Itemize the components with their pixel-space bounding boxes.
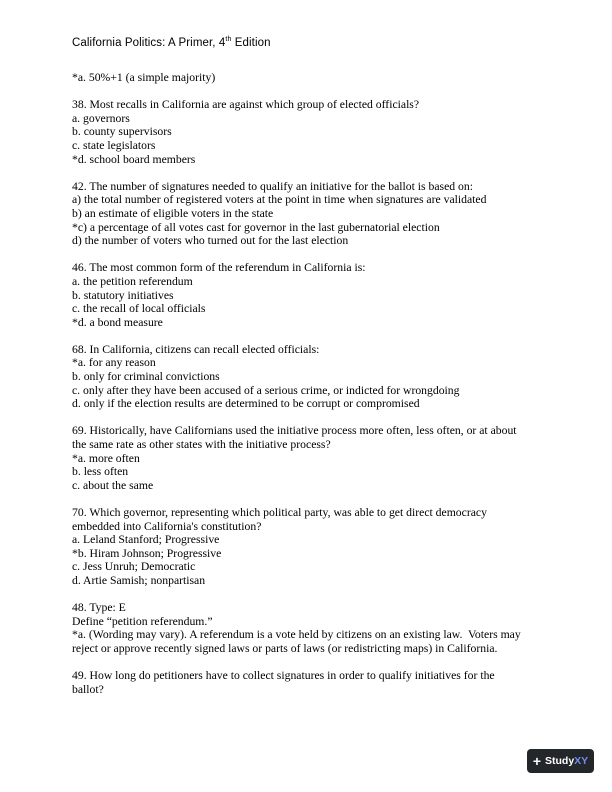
document-body [72,71,542,710]
text-line: *a. (Wording may vary). A referendum is a vote held by citizens on an existing law. Voters may [72,628,521,642]
text-line: b. statutory initiatives [72,288,174,302]
text-line: the same rate as other states with the initiative process? [72,438,331,452]
text-line: b. less often [72,465,129,479]
text-line: 46. The most common form of the referendum in California is: [72,261,366,275]
text-line: c. state legislators [72,138,156,152]
studyxy-logo[interactable] [527,749,594,773]
text-line: embedded into California's constitution? [72,519,262,533]
text-line: *d. school board members [72,152,196,166]
text-line: d) the number of voters who turned out for the last election [72,234,349,248]
page-header [72,37,271,49]
text-line: *b. Hiram Johnson; Progressive [72,546,222,560]
text-line: d. Artie Samish; nonpartisan [72,573,206,587]
text-line: b. only for criminal convictions [72,370,220,384]
logo-text-xy: XY [574,755,589,767]
text-line: d. only if the election results are determined to be corrupt or compromised [72,397,420,411]
text-line: *d. a bond measure [72,315,163,329]
text-line: 70. Which governor, representing which political party, was able to get direct democracy [72,506,487,519]
text-line: c. the recall of local officials [72,302,206,316]
question-block [72,98,542,166]
question-block [72,261,542,329]
question-block [72,601,542,655]
text-line: a) the total number of registered voters at the point in time when signatures are validated [72,193,487,207]
text-line: reject or approve recently signed laws or parts of laws (or redistricting maps) in California. [72,641,498,655]
text-line: *a. for any reason [72,356,156,370]
question-block [72,343,542,411]
question-block [72,669,542,696]
text-line: *c) a percentage of all votes cast for governor in the last gubernatorial election [72,220,440,234]
plus-icon: + [532,753,541,769]
logo-text-study: Study [545,755,575,767]
text-line: Define “petition referendum.” [72,614,213,628]
question-block [72,180,542,248]
text-line: c. about the same [72,478,154,492]
text-line: c. only after they have been accused of a serious crime, or indicted for wrongdoing [72,383,460,397]
text-line: *a. 50%+1 (a simple majority) [72,71,216,84]
text-line: 42. The number of signatures needed to qualify an initiative for the ballot is based on: [72,179,473,193]
text-line: b) an estimate of eligible voters in the state [72,206,274,220]
header-title-end: Edition [231,37,271,49]
text-line: 68. In California, citizens can recall elected officials: [72,342,320,356]
text-line: c. Jess Unruh; Democratic [72,560,196,574]
text-line: 48. Type: E [72,601,126,615]
header-title: California Politics: A Primer, 4 [72,37,226,49]
text-line: *a. more often [72,451,140,465]
text-line: 38. Most recalls in California are against which group of elected officials? [72,98,420,112]
text-line: a. governors [72,111,130,125]
text-line: 69. Historically, have Californians used the initiative process more often, less often, or at about [72,424,517,438]
text-line: ballot? [72,682,104,696]
text-line: a. the petition referendum [72,274,193,288]
text-line: 49. How long do petitioners have to collect signatures in order to qualify initiatives for the [72,669,495,683]
text-line: a. Leland Stanford; Progressive [72,533,220,547]
header-superscript: th [225,36,232,43]
question-block [72,71,542,85]
question-block [72,506,542,588]
question-block [72,424,542,492]
text-line: b. county supervisors [72,125,172,139]
